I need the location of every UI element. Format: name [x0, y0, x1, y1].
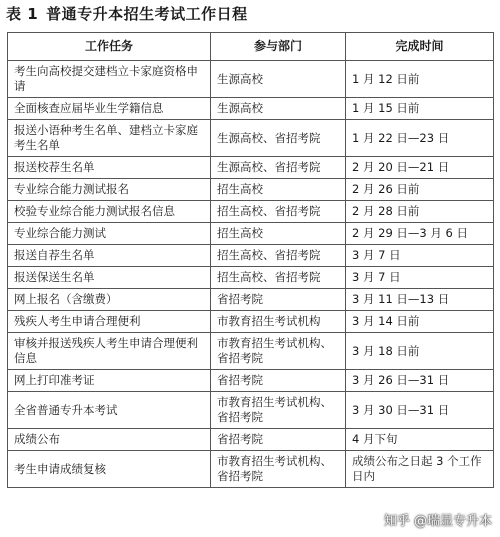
header-task: 工作任务	[8, 33, 211, 61]
table-header-row	[8, 33, 494, 61]
cell-deadline: 1 月 12 日前	[346, 61, 494, 98]
table-title-text: 普通专升本招生考试工作日程	[46, 5, 248, 23]
header-deadline: 完成时间	[346, 33, 494, 61]
table-row	[8, 392, 494, 429]
cell-department: 生源高校	[211, 61, 346, 98]
table-row	[8, 201, 494, 223]
cell-deadline: 3 月 11 日—13 日	[346, 289, 494, 311]
cell-task: 报送校荐生名单	[8, 157, 211, 179]
cell-task: 审核并报送残疾人考生申请合理便利信息	[8, 333, 211, 370]
cell-deadline: 2 月 29 日—3 月 6 日	[346, 223, 494, 245]
cell-deadline: 3 月 18 日前	[346, 333, 494, 370]
cell-department: 生源高校、省招考院	[211, 120, 346, 157]
table-row	[8, 98, 494, 120]
cell-deadline: 1 月 15 日前	[346, 98, 494, 120]
cell-department: 招生高校、省招考院	[211, 245, 346, 267]
cell-task: 专业综合能力测试报名	[8, 179, 211, 201]
cell-deadline: 2 月 28 日前	[346, 201, 494, 223]
header-department: 参与部门	[211, 33, 346, 61]
cell-deadline: 1 月 22 日—23 日	[346, 120, 494, 157]
cell-task: 全省普通专升本考试	[8, 392, 211, 429]
cell-deadline: 3 月 30 日—31 日	[346, 392, 494, 429]
cell-department: 市教育招生考试机构	[211, 311, 346, 333]
cell-department: 省招考院	[211, 289, 346, 311]
cell-task: 考生申请成绩复核	[8, 451, 211, 488]
table-row	[8, 289, 494, 311]
table-row	[8, 157, 494, 179]
cell-department: 市教育招生考试机构、省招考院	[211, 333, 346, 370]
table-row	[8, 451, 494, 488]
table-row	[8, 370, 494, 392]
table-row	[8, 245, 494, 267]
cell-deadline: 3 月 26 日—31 日	[346, 370, 494, 392]
table-row	[8, 61, 494, 98]
cell-task: 成绩公布	[8, 429, 211, 451]
table-row	[8, 179, 494, 201]
cell-department: 生源高校、省招考院	[211, 157, 346, 179]
cell-task: 校验专业综合能力测试报名信息	[8, 201, 211, 223]
cell-department: 生源高校	[211, 98, 346, 120]
cell-department: 招生高校	[211, 179, 346, 201]
table-row	[8, 120, 494, 157]
cell-task: 报送小语种考生名单、建档立卡家庭考生名单	[8, 120, 211, 157]
cell-deadline: 3 月 14 日前	[346, 311, 494, 333]
cell-task: 网上报名（含缴费）	[8, 289, 211, 311]
cell-department: 招生高校、省招考院	[211, 267, 346, 289]
cell-task: 考生向高校提交建档立卡家庭资格申请	[8, 61, 211, 98]
cell-department: 市教育招生考试机构、省招考院	[211, 451, 346, 488]
table-row	[8, 311, 494, 333]
watermark: 知乎 @瑞显专升本	[383, 514, 492, 529]
table-row	[8, 333, 494, 370]
cell-deadline: 3 月 7 日	[346, 245, 494, 267]
cell-task: 专业综合能力测试	[8, 223, 211, 245]
cell-deadline: 2 月 20 日—21 日	[346, 157, 494, 179]
cell-task: 报送自荐生名单	[8, 245, 211, 267]
cell-task: 残疾人考生申请合理便利	[8, 311, 211, 333]
table-title	[6, 3, 248, 24]
table-row	[8, 267, 494, 289]
cell-deadline: 2 月 26 日前	[346, 179, 494, 201]
table-row	[8, 223, 494, 245]
cell-department: 招生高校、省招考院	[211, 201, 346, 223]
table-number: 表 1	[6, 5, 39, 23]
cell-task: 全面核查应届毕业生学籍信息	[8, 98, 211, 120]
cell-department: 招生高校	[211, 223, 346, 245]
cell-task: 网上打印准考证	[8, 370, 211, 392]
cell-department: 市教育招生考试机构、省招考院	[211, 392, 346, 429]
cell-task: 报送保送生名单	[8, 267, 211, 289]
schedule-table	[7, 32, 494, 488]
cell-deadline: 成绩公布之日起 3 个工作日内	[346, 451, 494, 488]
cell-deadline: 3 月 7 日	[346, 267, 494, 289]
cell-department: 省招考院	[211, 370, 346, 392]
cell-department: 省招考院	[211, 429, 346, 451]
table-row	[8, 429, 494, 451]
cell-deadline: 4 月下旬	[346, 429, 494, 451]
